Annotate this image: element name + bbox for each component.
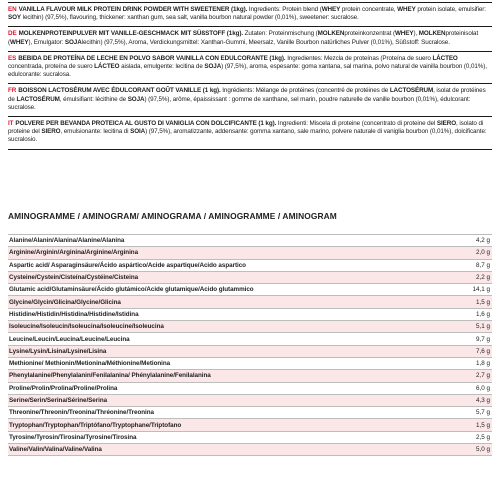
amino-name: Valine/Valin/Valina/Valine/Valina: [9, 446, 102, 454]
ingredient-text: lecithin) (97,5%), Aroma, Verdickungsmittel: Xanthan-Gummi, Meersalz, Vanille Bourbon natürliches Pulver (0,01%), Süßstoff: Sucralose.: [81, 38, 450, 46]
ingredient-text: Ingredienti: Miscela di proteine (concentrato di proteine del: [276, 120, 437, 128]
amino-row: [8, 284, 492, 296]
amino-row: [8, 395, 492, 407]
amino-value: 1,5 g: [475, 298, 490, 306]
ingredient-text: proteinisolat (: [8, 30, 479, 46]
ingredient-text: lecithin) (97,5%), flavouring, thickener: xanthan gum, sea salt, vanilla bourbon natural powder (0,01%), sweetener: sucralose.: [21, 14, 359, 22]
allergen-text: POLVERE PER BEVANDA PROTEICA AL GUSTO DI VANIGLIA CON DOLCIFICANTE (1 kg).: [15, 120, 277, 128]
allergen-text: SOIA: [130, 128, 146, 136]
amino-value: 1,8 g: [475, 360, 490, 368]
amino-value: 5,7 g: [475, 409, 490, 417]
divider: [8, 26, 492, 27]
allergen-text: WHEY: [321, 6, 341, 13]
amino-name: Aspartic acid/ Asparaginsäure/Ácido aspártico/Acide aspartique/Acido aspartico: [9, 261, 246, 269]
amino-value: 5,1 g: [475, 323, 490, 331]
allergen-text: LÁCTEO: [94, 63, 120, 71]
amino-row: [8, 235, 492, 247]
amino-name: Tryptophan/Tryptophan/Triptófano/Tryptophane/Triptofano: [9, 421, 182, 429]
allergen-text: BOISSON LACTOSÉRUM AVEC ÉDULCORANT GOÛT VANILLE (1 kg).: [18, 87, 221, 95]
allergen-text: BEBIDA DE PROTEÍNA DE LECHE EN POLVO SABOR VAINILLA CON EDULCORANTE (1kg).: [18, 54, 286, 62]
amino-value: 1,6 g: [475, 310, 490, 318]
amino-value: 2,0 g: [475, 249, 490, 257]
language-code: FR: [8, 87, 17, 95]
ingredient-text: , isolato di proteine del: [8, 120, 484, 136]
amino-row: [8, 346, 492, 358]
allergen-text: MOLKENPROTEINPULVER MIT VANILLE-GESCHMACK MIT SÜßSTOFF (1kg).: [18, 30, 243, 38]
amino-value: 2,5 g: [475, 433, 490, 441]
amino-name: Isoleucine/Isoleucin/Isoleucina/Isoleucine/Isoleucina: [9, 323, 164, 331]
ingredient-text: ) (97,5%), aroma, espesante: goma xantana, sal marina, polvo natural de vainilla bourbon (0,01%), edulcorante: sucralosa.: [8, 63, 487, 79]
amino-row: [8, 358, 492, 370]
ingredients-section: [8, 0, 492, 153]
language-code: EN: [8, 6, 17, 13]
amino-name: Glutamic acid/Glutaminsäure/Ácido glutámico/Acide glutamique/Acido glutammico: [9, 286, 254, 294]
ingredients-fr: [8, 87, 492, 112]
amino-value: 1,5 g: [475, 421, 490, 429]
amino-value: 5,0 g: [475, 446, 490, 454]
ingredient-text: aislada, emulgente: lecitina de: [119, 63, 205, 71]
ingredient-text: ), Emulgator:: [28, 38, 65, 46]
ingredient-text: Ingrédients: Mélange de protéines (concentré de protéines de: [220, 87, 390, 95]
amino-name: Tyrosine/Tyrosin/Tirosina/Tyrosine/Tirosina: [9, 433, 137, 441]
amino-row: [8, 309, 492, 321]
amino-value: 4,2 g: [475, 237, 490, 245]
ingredient-text: protein isolate, emulsifier:: [415, 6, 486, 13]
amino-name: Cysteine/Cystein/Cisteína/Cystéine/Cisteina: [9, 274, 139, 282]
ingredient-text: , isolat de protéines de: [8, 87, 486, 103]
allergen-text: MOLKEN: [317, 30, 345, 38]
amino-name: Phenylalanine/Phenylalanin/Fenilalanina/ Phénylalanine/Fenilalanina: [9, 372, 211, 380]
ingredient-text: ) (97,5%), arôme, épaississant : gomme de xanthane, sel marin, poudre naturelle de vanille bourbon (0,01%), édulcorant: sucralose.: [8, 95, 471, 111]
amino-name: Alanine/Alanin/Alanina/Alanine/Alanina: [9, 237, 125, 245]
ingredient-text: , émulsifiant: lécithine de: [59, 95, 128, 103]
allergen-text: SIERO: [41, 128, 61, 136]
amino-name: Histidine/Histidin/Histidina/Histidine/Istidina: [9, 310, 139, 318]
divider: [8, 116, 492, 117]
ingredient-text: , emulsionante: lecitina di: [60, 128, 131, 136]
language-code: DE: [8, 30, 17, 38]
amino-name: Leucine/Leucin/Leucina/Leucine/Leucina: [9, 335, 130, 343]
amino-value: 2,7 g: [475, 372, 490, 380]
amino-value: 6,0 g: [475, 384, 490, 392]
aminogram-table: [8, 234, 492, 456]
amino-row: [8, 432, 492, 444]
ingredient-text: Ingredientes: Mezcla de proteínas (Proteína de suero: [285, 54, 433, 62]
allergen-text: VANILLA FLAVOUR MILK PROTEIN DRINK POWDER WITH SWEETENER (1kg).: [18, 6, 248, 13]
amino-row: [8, 260, 492, 272]
amino-name: Methionine/ Methionin/Metionina/Méthionine/Metionina: [9, 360, 171, 368]
amino-name: Arginine/Arginin/Arginina/Arginine/Arginina: [9, 249, 139, 257]
allergen-text: WHEY: [10, 38, 29, 46]
allergen-text: LÁCTEO: [432, 54, 458, 62]
ingredients-de: [8, 30, 492, 46]
ingredient-text: concentrada, proteína de suero: [8, 63, 95, 71]
language-code: IT: [8, 120, 14, 128]
amino-name: Glycine/Glycin/Glicina/Glycine/Glicina: [9, 298, 121, 306]
ingredient-text: ) (97,5%), aromatizzante, addensante: gomma xantano, sale marino, polvere naturale di vaniglia bourbon (0,01%), dolcificante: sucralosio.: [8, 128, 487, 144]
amino-row: [8, 370, 492, 382]
ingredient-text: proteinkonzentrat (: [344, 30, 395, 38]
allergen-text: SOJA: [204, 63, 222, 71]
amino-row: [8, 407, 492, 419]
amino-row: [8, 419, 492, 431]
allergen-text: SOY: [8, 14, 21, 22]
amino-value: 2,2 g: [475, 274, 490, 282]
ingredient-text: ),: [413, 30, 419, 38]
allergen-text: LACTOSÉRUM: [16, 95, 60, 103]
ingredient-text: protein concentrate,: [340, 6, 398, 13]
ingredient-text: Zutaten: Proteinmischung (: [243, 30, 318, 38]
allergen-text: LACTOSÉRUM: [389, 87, 434, 95]
amino-name: Proline/Prolin/Prolina/Proline/Prolina: [9, 384, 118, 392]
amino-value: 4,3 g: [475, 397, 490, 404]
divider: [8, 51, 492, 52]
amino-name: Lysine/Lysin/Lisina/Lysine/Lisina: [9, 347, 107, 355]
divider: [8, 83, 492, 84]
amino-row: [8, 272, 492, 284]
allergen-text: SOJA: [64, 38, 82, 46]
ingredient-text: Ingredients: Protein blend (: [247, 6, 322, 13]
amino-value: 14,1 g: [472, 286, 490, 294]
amino-name: Serine/Serin/Serina/Sérine/Serina: [9, 397, 108, 404]
allergen-text: SOJA: [127, 95, 145, 103]
ingredients-it: [8, 120, 492, 145]
ingredients-es: [8, 55, 492, 80]
amino-row: [8, 247, 492, 259]
amino-row: [8, 444, 492, 456]
amino-value: 9,7 g: [475, 335, 490, 343]
allergen-text: WHEY: [397, 6, 416, 13]
allergen-text: SIERO: [436, 120, 457, 128]
amino-value: 7,6 g: [475, 347, 490, 355]
divider: [8, 149, 492, 150]
amino-name: Threonine/Threonin/Treonina/Thréonine/Treonina: [9, 409, 154, 417]
amino-row: [8, 321, 492, 333]
amino-row: [8, 296, 492, 308]
aminogram-title: AMINOGRAMME / AMINOGRAM/ AMINOGRAMA / AMINOGRAMME / AMINOGRAM: [8, 211, 337, 221]
amino-row: [8, 383, 492, 395]
ingredients-en: [8, 6, 492, 22]
allergen-text: WHEY: [394, 30, 414, 38]
allergen-text: MOLKEN: [418, 30, 446, 38]
language-code: ES: [8, 54, 17, 62]
amino-value: 8,7 g: [475, 261, 490, 269]
divider: [8, 2, 492, 3]
amino-row: [8, 333, 492, 345]
